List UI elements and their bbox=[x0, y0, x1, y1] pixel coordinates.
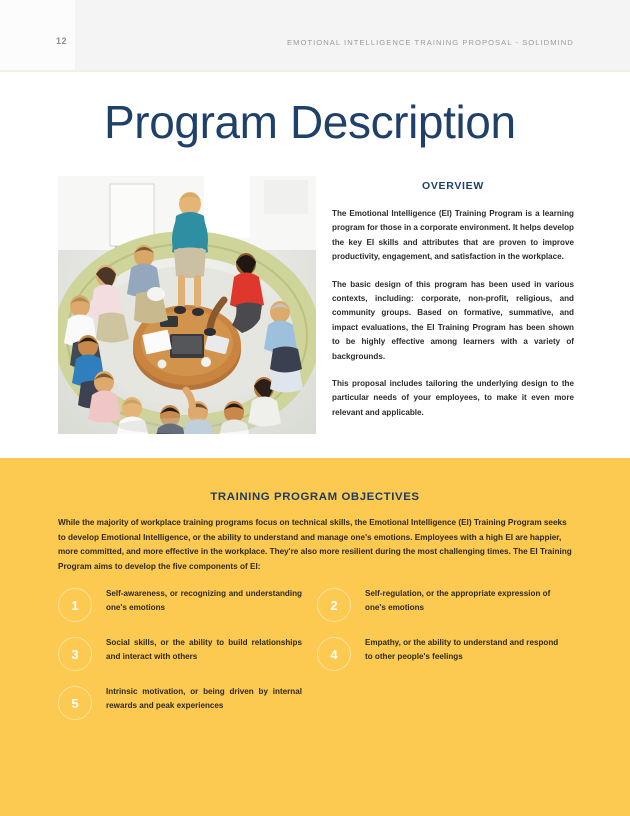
overview-paragraph-2: The basic design of this program has been used in various contexts, including: corporate, non-profit, religious, and community groups. Based on formative, summative, and impact evaluations, the EI Training Program has been shown to be highly effective among learners with a variety of backgrounds. bbox=[332, 279, 574, 361]
objective-text-2: Self-regulation, or the appropriate expression of one's emotions bbox=[365, 589, 551, 612]
overview-heading: OVERVIEW bbox=[421, 180, 484, 192]
page-title: Program Description bbox=[104, 96, 516, 148]
page-number: 12 bbox=[56, 36, 68, 46]
objective-number-circle-4: 4 bbox=[317, 637, 351, 671]
objective-number-circle-3: 3 bbox=[58, 637, 92, 671]
objective-text-4: Empathy, or the ability to understand and respond to other people's feelings bbox=[365, 638, 559, 661]
objective-text-5: Intrinsic motivation, or being driven by internal rewards and peak experiences bbox=[106, 687, 302, 710]
training-session-photo bbox=[58, 176, 316, 434]
objectives-list bbox=[58, 585, 576, 732]
overview-section bbox=[332, 180, 574, 420]
objective-number-circle-5: 5 bbox=[58, 686, 92, 720]
objective-item-1 bbox=[58, 585, 317, 622]
running-header-title: EMOTIONAL INTELLIGENCE TRAINING PROPOSAL - SOLIDMIND bbox=[287, 38, 574, 47]
objectives-row-3-spacer bbox=[317, 683, 576, 720]
objective-item-3 bbox=[58, 634, 317, 671]
objectives-row-3 bbox=[58, 683, 576, 720]
objective-text-3: Social skills, or the ability to build relationships and interact with others bbox=[106, 638, 302, 661]
objectives-row-1 bbox=[58, 585, 576, 622]
objectives-band bbox=[0, 458, 630, 816]
objective-number-circle-1: 1 bbox=[58, 588, 92, 622]
objective-number-circle-2: 2 bbox=[317, 588, 351, 622]
objective-item-5 bbox=[58, 683, 317, 720]
objective-item-2 bbox=[317, 585, 576, 622]
page-header bbox=[0, 0, 630, 71]
objective-item-4 bbox=[317, 634, 576, 671]
header-tint-block bbox=[75, 0, 630, 71]
overview-paragraph-1: The Emotional Intelligence (EI) Training Program is a learning program for those in a corporate environment. It helps develop the key EI skills and attributes that are proven to improve productivity, engagement, and satisfaction in the workplace. bbox=[332, 209, 574, 262]
overview-paragraph-3: This proposal includes tailoring the underlying design to the particular needs of your employees, to make it even more relevant and applicable. bbox=[332, 379, 574, 417]
objective-text-1: Self-awareness, or recognizing and understanding one's emotions bbox=[106, 589, 302, 612]
objectives-intro-text: While the majority of workplace training programs focus on technical skills, the Emotional Intelligence (EI) Training Program seeks to develop Emotional Intelligence, or the ability to understand and manage one's emotions. Employees with a high EI are happier, more committed, and more effective in the workplace. They're also more resilient during the most challenging times. The EI Training Program aims to develop the five components of EI: bbox=[58, 518, 572, 571]
header-divider bbox=[0, 70, 630, 72]
objectives-row-2 bbox=[58, 634, 576, 671]
photo-illustration bbox=[58, 176, 316, 434]
objectives-heading: TRAINING PROGRAM OBJECTIVES bbox=[210, 491, 420, 503]
